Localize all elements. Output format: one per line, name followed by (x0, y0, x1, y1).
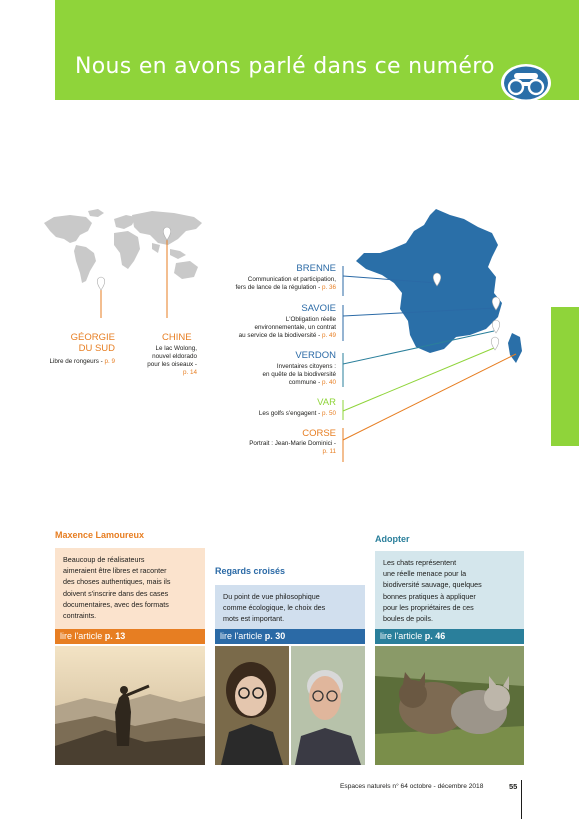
photo-cats (375, 646, 524, 765)
china-page-link[interactable]: p. 14 (182, 369, 197, 376)
photo-two-portraits (215, 646, 365, 765)
column-3-read-link[interactable]: lire l'article p. 46 (375, 629, 524, 644)
page-title: Nous en avons parlé dans ce numéro (75, 54, 495, 79)
footer-publication: Espaces naturels n° 64 octobre - décembre 2018 (340, 783, 484, 790)
georgia-page-link[interactable]: p. 9 (104, 358, 115, 365)
verdon-page-link[interactable]: p. 40 (321, 379, 336, 386)
label-var-title: VAR (317, 397, 336, 408)
label-corse-desc: Portrait : Jean-Marie Dominici - p. 11 (190, 440, 336, 456)
france-map (352, 205, 530, 365)
label-savoie-desc: L'Obligation réelle environnementale, un contrat au service de la biodiversité - p. 49 (238, 316, 336, 339)
photo-photographer-mountains (55, 646, 205, 765)
column-2-title: Regards croisés (215, 566, 286, 576)
savoie-page-link[interactable]: p. 49 (321, 332, 336, 339)
label-brenne-title: BRENNE (296, 263, 336, 274)
world-map (40, 205, 205, 295)
corse-page-link[interactable]: p. 11 (322, 448, 336, 455)
var-page-link[interactable]: p. 50 (321, 410, 336, 417)
label-savoie-title: SAVOIE (301, 303, 336, 314)
label-brenne-desc: Communication et participation, fers de lance de la régulation - p. 36 (235, 276, 336, 291)
label-corse-title: CORSE (302, 428, 336, 439)
binoculars-icon (500, 63, 552, 103)
side-tab (551, 307, 579, 446)
label-verdon-title: VERDON (295, 350, 336, 361)
footer-divider (521, 780, 522, 819)
column-1-read-link[interactable]: lire l'article p. 13 (55, 629, 205, 644)
label-georgia-title: GÉORGIE DU SUD (70, 332, 115, 354)
label-china-title: CHINE (162, 332, 192, 343)
column-3-box: Les chats représentent une réelle menace pour la biodiversité sauvage, quelques bonnes pratiques à appliquer pour les propriétaires de ces boules de poils. (375, 551, 524, 629)
label-verdon-desc: Inventaires citoyens : en quête de la biodiversité commune - p. 40 (262, 363, 336, 386)
footer-page-number: 55 (509, 782, 518, 791)
brenne-page-link[interactable]: p. 36 (321, 284, 336, 291)
column-2-read-link[interactable]: lire l'article p. 30 (215, 629, 365, 644)
column-1-title: Maxence Lamoureux (55, 530, 145, 540)
label-china-desc: Le lac Wolong, nouvel eldorado pour les oiseaux - p. 14 (120, 345, 197, 377)
label-georgia-desc: Libre de rongeurs - p. 9 (49, 358, 115, 365)
column-2-box: Du point de vue philosophique comme écologique, le choix des mots est important. (215, 585, 365, 629)
column-1-box: Beaucoup de réalisateurs aimeraient être libres et raconter des choses authentiques, mais ils doivent s'inscrire dans des cases documentaires, avec des formats contraints. (55, 548, 205, 629)
column-3-title: Adopter (375, 534, 410, 544)
label-var-desc: Les golfs s'engagent - p. 50 (258, 410, 336, 417)
